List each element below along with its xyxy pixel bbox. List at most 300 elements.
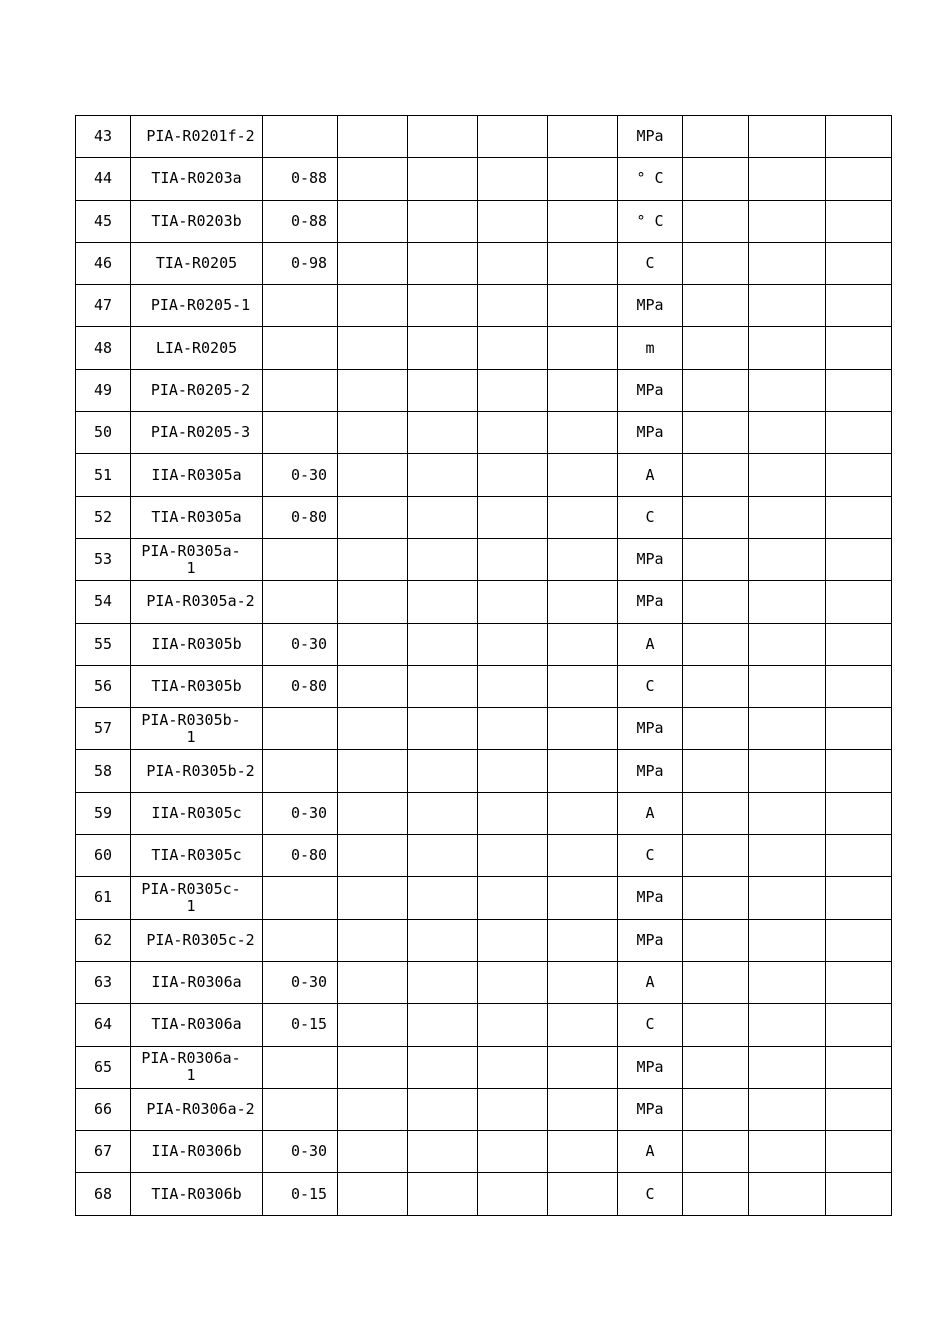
empty-cell <box>826 750 892 792</box>
empty-cell <box>408 665 478 707</box>
empty-cell <box>683 454 749 496</box>
measure-range: 0-88 <box>263 200 338 242</box>
empty-cell <box>338 369 408 411</box>
row-number: 63 <box>76 961 131 1003</box>
empty-cell <box>548 412 618 454</box>
measure-range: 0-15 <box>263 1173 338 1215</box>
unit: C <box>618 665 683 707</box>
empty-cell <box>826 200 892 242</box>
instrument-tag-text: PIA-R0306a-2 <box>146 1099 255 1118</box>
unit: m <box>618 327 683 369</box>
empty-cell <box>826 1131 892 1173</box>
instrument-tag-text: TIA-R0306b <box>151 1184 242 1203</box>
instrument-tag <box>131 538 263 580</box>
empty-cell <box>826 1046 892 1088</box>
instrument-table <box>75 115 892 1216</box>
empty-cell <box>749 1173 826 1215</box>
measure-range <box>263 285 338 327</box>
empty-cell <box>338 708 408 750</box>
empty-cell <box>826 242 892 284</box>
unit: MPa <box>618 285 683 327</box>
empty-cell <box>478 158 548 200</box>
row-number: 62 <box>76 919 131 961</box>
empty-cell <box>478 835 548 877</box>
empty-cell <box>478 708 548 750</box>
empty-cell <box>478 412 548 454</box>
row-number: 53 <box>76 538 131 580</box>
empty-cell <box>683 835 749 877</box>
row-number: 47 <box>76 285 131 327</box>
empty-cell <box>338 835 408 877</box>
instrument-tag-text: TIA-R0305b <box>151 677 242 695</box>
empty-cell <box>683 369 749 411</box>
empty-cell <box>826 792 892 834</box>
row-number: 56 <box>76 665 131 707</box>
empty-cell <box>749 792 826 834</box>
instrument-tag-text: PIA-R0305a-2 <box>146 592 255 611</box>
table-row <box>76 877 892 919</box>
empty-cell <box>826 1004 892 1046</box>
table-row <box>76 158 892 200</box>
instrument-tag-text: PIA-R0305a-1 <box>141 541 241 577</box>
empty-cell <box>749 158 826 200</box>
empty-cell <box>478 1088 548 1130</box>
empty-cell <box>683 792 749 834</box>
empty-cell <box>826 327 892 369</box>
empty-cell <box>338 327 408 369</box>
table-row <box>76 1131 892 1173</box>
empty-cell <box>338 200 408 242</box>
unit: A <box>618 961 683 1003</box>
unit: MPa <box>618 1046 683 1088</box>
empty-cell <box>826 285 892 327</box>
measure-range: 0-80 <box>263 835 338 877</box>
empty-cell <box>338 750 408 792</box>
instrument-tag-text: IIA-R0305c <box>151 803 242 822</box>
empty-cell <box>749 708 826 750</box>
empty-cell <box>408 961 478 1003</box>
empty-cell <box>683 665 749 707</box>
empty-cell <box>408 369 478 411</box>
instrument-tag <box>131 708 263 750</box>
empty-cell <box>683 412 749 454</box>
empty-cell <box>548 454 618 496</box>
measure-range: 0-30 <box>263 961 338 1003</box>
unit: C <box>618 1173 683 1215</box>
empty-cell <box>338 496 408 538</box>
measure-range: 0-30 <box>263 1131 338 1173</box>
instrument-tag-text: IIA-R0305a <box>151 465 242 484</box>
row-number: 66 <box>76 1088 131 1130</box>
table-row <box>76 1173 892 1215</box>
measure-range: 0-30 <box>263 623 338 665</box>
measure-range: 0-88 <box>263 158 338 200</box>
empty-cell <box>749 1046 826 1088</box>
table-row <box>76 369 892 411</box>
empty-cell <box>749 116 826 158</box>
table-row <box>76 1004 892 1046</box>
empty-cell <box>683 538 749 580</box>
instrument-tag-text: TIA-R0305a <box>151 507 242 526</box>
table-row <box>76 116 892 158</box>
instrument-tag <box>131 285 263 327</box>
empty-cell <box>826 835 892 877</box>
row-number: 55 <box>76 623 131 665</box>
instrument-tag-text: LIA-R0205 <box>155 338 238 357</box>
empty-cell <box>826 665 892 707</box>
unit: ° C <box>618 158 683 200</box>
empty-cell <box>408 242 478 284</box>
table-row <box>76 327 892 369</box>
empty-cell <box>548 665 618 707</box>
empty-cell <box>408 327 478 369</box>
empty-cell <box>338 158 408 200</box>
row-number: 52 <box>76 496 131 538</box>
empty-cell <box>749 665 826 707</box>
row-number: 45 <box>76 200 131 242</box>
empty-cell <box>826 623 892 665</box>
row-number: 48 <box>76 327 131 369</box>
empty-cell <box>408 496 478 538</box>
empty-cell <box>683 285 749 327</box>
empty-cell <box>826 877 892 919</box>
row-number: 43 <box>76 116 131 158</box>
empty-cell <box>478 242 548 284</box>
empty-cell <box>548 1173 618 1215</box>
empty-cell <box>478 623 548 665</box>
instrument-tag-text: IIA-R0306a <box>151 973 242 992</box>
table-row <box>76 581 892 623</box>
empty-cell <box>338 1088 408 1130</box>
table-row <box>76 412 892 454</box>
empty-cell <box>338 919 408 961</box>
empty-cell <box>548 750 618 792</box>
empty-cell <box>338 242 408 284</box>
instrument-tag <box>131 919 263 961</box>
empty-cell <box>408 200 478 242</box>
empty-cell <box>478 496 548 538</box>
table-row <box>76 200 892 242</box>
empty-cell <box>683 1046 749 1088</box>
empty-cell <box>548 200 618 242</box>
table-row <box>76 665 892 707</box>
empty-cell <box>749 919 826 961</box>
empty-cell <box>478 454 548 496</box>
empty-cell <box>826 369 892 411</box>
empty-cell <box>749 1088 826 1130</box>
empty-cell <box>408 1173 478 1215</box>
instrument-tag <box>131 750 263 792</box>
empty-cell <box>408 708 478 750</box>
row-number: 59 <box>76 792 131 834</box>
empty-cell <box>478 1131 548 1173</box>
empty-cell <box>749 242 826 284</box>
table-row <box>76 1046 892 1088</box>
empty-cell <box>478 665 548 707</box>
empty-cell <box>548 116 618 158</box>
empty-cell <box>749 581 826 623</box>
measure-range: 0-15 <box>263 1004 338 1046</box>
empty-cell <box>338 961 408 1003</box>
instrument-tag-text: PIA-R0205-2 <box>150 380 251 399</box>
empty-cell <box>408 750 478 792</box>
empty-cell <box>478 961 548 1003</box>
table-body <box>76 116 892 1216</box>
empty-cell <box>548 1131 618 1173</box>
empty-cell <box>478 285 548 327</box>
empty-cell <box>408 623 478 665</box>
table-row <box>76 835 892 877</box>
table-row <box>76 1088 892 1130</box>
empty-cell <box>338 1046 408 1088</box>
empty-cell <box>548 327 618 369</box>
instrument-tag <box>131 1131 263 1173</box>
measure-range: 0-98 <box>263 242 338 284</box>
row-number: 60 <box>76 835 131 877</box>
empty-cell <box>826 454 892 496</box>
empty-cell <box>408 919 478 961</box>
empty-cell <box>749 877 826 919</box>
measure-range <box>263 708 338 750</box>
empty-cell <box>408 1131 478 1173</box>
empty-cell <box>683 1004 749 1046</box>
empty-cell <box>408 412 478 454</box>
instrument-tag <box>131 116 263 158</box>
instrument-tag <box>131 835 263 877</box>
empty-cell <box>478 327 548 369</box>
unit: MPa <box>618 750 683 792</box>
table-row <box>76 496 892 538</box>
empty-cell <box>683 158 749 200</box>
table-row <box>76 961 892 1003</box>
empty-cell <box>548 1088 618 1130</box>
empty-cell <box>338 1173 408 1215</box>
empty-cell <box>338 412 408 454</box>
row-number: 46 <box>76 242 131 284</box>
empty-cell <box>548 496 618 538</box>
instrument-tag <box>131 1046 263 1088</box>
empty-cell <box>478 369 548 411</box>
empty-cell <box>478 200 548 242</box>
empty-cell <box>749 1131 826 1173</box>
empty-cell <box>749 327 826 369</box>
empty-cell <box>408 1046 478 1088</box>
instrument-tag <box>131 665 263 707</box>
table-row <box>76 242 892 284</box>
row-number: 65 <box>76 1046 131 1088</box>
empty-cell <box>338 581 408 623</box>
measure-range <box>263 877 338 919</box>
row-number: 61 <box>76 877 131 919</box>
empty-cell <box>338 623 408 665</box>
unit: MPa <box>618 412 683 454</box>
unit: ° C <box>618 200 683 242</box>
empty-cell <box>548 1046 618 1088</box>
empty-cell <box>338 1131 408 1173</box>
unit: MPa <box>618 1088 683 1130</box>
unit: C <box>618 835 683 877</box>
empty-cell <box>683 116 749 158</box>
instrument-tag-text: PIA-R0201f-2 <box>146 127 255 146</box>
unit: MPa <box>618 919 683 961</box>
empty-cell <box>548 158 618 200</box>
row-number: 54 <box>76 581 131 623</box>
empty-cell <box>683 708 749 750</box>
unit: MPa <box>618 369 683 411</box>
empty-cell <box>548 242 618 284</box>
empty-cell <box>826 708 892 750</box>
table-row <box>76 454 892 496</box>
unit: C <box>618 496 683 538</box>
measure-range <box>263 581 338 623</box>
empty-cell <box>408 116 478 158</box>
empty-cell <box>478 1046 548 1088</box>
empty-cell <box>749 750 826 792</box>
table-row <box>76 708 892 750</box>
measure-range <box>263 412 338 454</box>
empty-cell <box>478 919 548 961</box>
empty-cell <box>683 200 749 242</box>
empty-cell <box>826 496 892 538</box>
empty-cell <box>826 581 892 623</box>
instrument-tag <box>131 369 263 411</box>
empty-cell <box>408 158 478 200</box>
empty-cell <box>683 242 749 284</box>
row-number: 49 <box>76 369 131 411</box>
empty-cell <box>683 1131 749 1173</box>
empty-cell <box>338 665 408 707</box>
instrument-tag-text: PIA-R0305c-2 <box>146 930 255 949</box>
empty-cell <box>548 877 618 919</box>
table-row <box>76 623 892 665</box>
measure-range: 0-30 <box>263 792 338 834</box>
instrument-tag <box>131 242 263 284</box>
measure-range <box>263 1088 338 1130</box>
empty-cell <box>338 877 408 919</box>
measure-range <box>263 750 338 792</box>
instrument-tag <box>131 496 263 538</box>
empty-cell <box>338 538 408 580</box>
empty-cell <box>408 581 478 623</box>
unit: MPa <box>618 116 683 158</box>
empty-cell <box>548 623 618 665</box>
row-number: 50 <box>76 412 131 454</box>
instrument-tag-text: TIA-R0205 <box>155 254 238 273</box>
empty-cell <box>478 116 548 158</box>
empty-cell <box>749 961 826 1003</box>
empty-cell <box>749 1004 826 1046</box>
row-number: 44 <box>76 158 131 200</box>
instrument-tag <box>131 200 263 242</box>
empty-cell <box>548 792 618 834</box>
instrument-tag <box>131 877 263 919</box>
measure-range: 0-80 <box>263 496 338 538</box>
instrument-tag <box>131 158 263 200</box>
row-number: 67 <box>76 1131 131 1173</box>
measure-range: 0-80 <box>263 665 338 707</box>
table-row <box>76 792 892 834</box>
empty-cell <box>548 581 618 623</box>
empty-cell <box>478 877 548 919</box>
unit: A <box>618 792 683 834</box>
instrument-tag <box>131 1088 263 1130</box>
empty-cell <box>749 412 826 454</box>
table-row <box>76 750 892 792</box>
empty-cell <box>478 538 548 580</box>
row-number: 57 <box>76 708 131 750</box>
empty-cell <box>683 1173 749 1215</box>
unit: A <box>618 623 683 665</box>
empty-cell <box>683 623 749 665</box>
empty-cell <box>408 285 478 327</box>
empty-cell <box>683 496 749 538</box>
unit: MPa <box>618 581 683 623</box>
empty-cell <box>826 961 892 1003</box>
empty-cell <box>408 1004 478 1046</box>
row-number: 58 <box>76 750 131 792</box>
empty-cell <box>683 961 749 1003</box>
empty-cell <box>408 835 478 877</box>
unit: MPa <box>618 708 683 750</box>
empty-cell <box>548 961 618 1003</box>
empty-cell <box>826 116 892 158</box>
instrument-tag-text: PIA-R0305c-1 <box>141 879 241 915</box>
empty-cell <box>478 792 548 834</box>
measure-range: 0-30 <box>263 454 338 496</box>
table-row <box>76 285 892 327</box>
instrument-tag-text: IIA-R0306b <box>151 1142 242 1161</box>
measure-range <box>263 538 338 580</box>
instrument-tag-text: PIA-R0306a-1 <box>141 1049 241 1085</box>
empty-cell <box>749 623 826 665</box>
empty-cell <box>408 538 478 580</box>
empty-cell <box>749 285 826 327</box>
row-number: 68 <box>76 1173 131 1215</box>
measure-range <box>263 369 338 411</box>
instrument-tag <box>131 1173 263 1215</box>
empty-cell <box>548 1004 618 1046</box>
empty-cell <box>338 1004 408 1046</box>
empty-cell <box>683 750 749 792</box>
unit: MPa <box>618 538 683 580</box>
instrument-tag <box>131 623 263 665</box>
empty-cell <box>826 538 892 580</box>
measure-range <box>263 1046 338 1088</box>
empty-cell <box>749 496 826 538</box>
empty-cell <box>749 200 826 242</box>
instrument-tag-text: TIA-R0305c <box>151 846 242 865</box>
empty-cell <box>408 1088 478 1130</box>
instrument-tag <box>131 412 263 454</box>
empty-cell <box>826 1173 892 1215</box>
table-row <box>76 538 892 580</box>
empty-cell <box>478 1173 548 1215</box>
instrument-tag <box>131 581 263 623</box>
instrument-tag <box>131 327 263 369</box>
instrument-tag-text: PIA-R0305b-1 <box>141 710 241 746</box>
empty-cell <box>338 116 408 158</box>
empty-cell <box>548 919 618 961</box>
row-number: 64 <box>76 1004 131 1046</box>
table-row <box>76 919 892 961</box>
unit: C <box>618 1004 683 1046</box>
instrument-tag-text: IIA-R0305b <box>151 634 242 653</box>
empty-cell <box>478 581 548 623</box>
empty-cell <box>683 877 749 919</box>
empty-cell <box>338 792 408 834</box>
instrument-tag <box>131 454 263 496</box>
empty-cell <box>826 158 892 200</box>
